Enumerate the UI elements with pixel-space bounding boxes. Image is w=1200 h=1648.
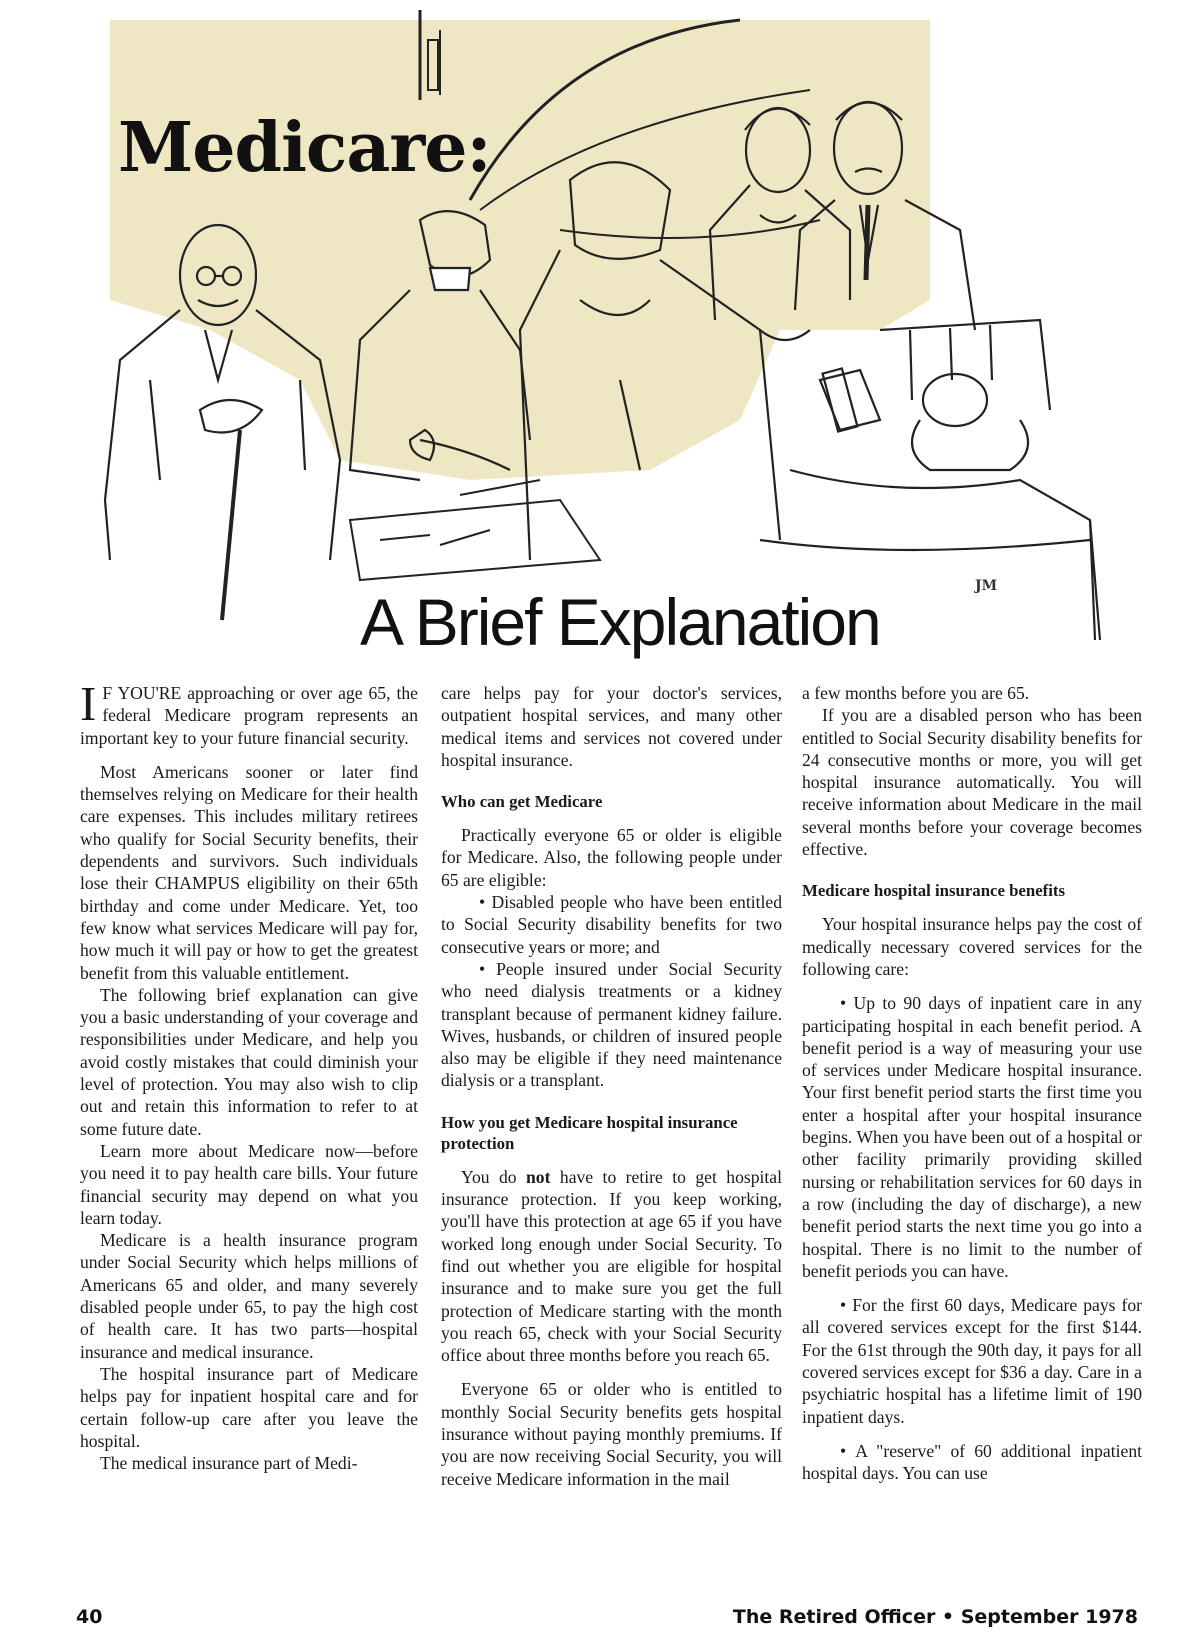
emphasis-text: not [526, 1166, 551, 1187]
illustration-art [0, 0, 1200, 660]
section-heading-how: How you get Medicare hospital insurance protection [441, 1112, 738, 1153]
body-paragraph: The hospital insurance part of Medicare helps pay for inpatient hospital care and for certain follow-up care after you leave the hospital. [80, 1363, 418, 1451]
bullet-item: • People insured under Social Security who need dialysis treatments or a kidney transplant because of permanent kidney failure. Wives, husbands, or children of insured people also may be eligible if they need maintenance dialysis or a transplant. [441, 958, 782, 1092]
body-paragraph [441, 1166, 782, 1367]
hospital-illustration [0, 0, 1200, 660]
body-paragraph: care helps pay for your doctor's services, outpatient hospital services, and many other medical items and services not covered under hospital insurance. [441, 683, 782, 770]
body-paragraph: If you are a disabled person who has been entitled to Social Security disability benefits for 24 consecutive months or more, you will get hospital insurance automatically. You will receive information about Medicare in the mail several months before your coverage becomes effective. [802, 705, 1142, 860]
body-paragraph: Most Americans sooner or later find themselves relying on Medicare for their health care expenses. This includes military retirees who qualify for Social Security benefits, their dependents and survivors. Such individuals lose their CHAMPUS eligibility on their 65th birthday and come under Medicare. Yet, too few know what services Medicare will pay for, how much it will pay or how to get the greatest benefit from this valuable entitlement. [80, 761, 418, 983]
bullet-item: • Disabled people who have been entitled to Social Security disability benefits for two consecutive years or more; and [441, 891, 782, 958]
page-number: 40 [76, 1606, 103, 1628]
intro-paragraph [80, 676, 418, 749]
artist-signature: JM [975, 578, 998, 594]
body-paragraph: Learn more about Medicare now—before you need it to pay health care bills. Your future financial security may depend on what you learn today. [80, 1140, 418, 1228]
section-heading-who: Who can get Medicare [441, 792, 603, 812]
body-paragraph: Your hospital insurance helps pay the cost of medically necessary covered services for the following care: [802, 914, 1142, 979]
article-column-2 [441, 682, 782, 1490]
intro-text: F YOU'RE approaching or over age 65, the federal Medicare program represents an important key to your future financial security. [80, 683, 418, 748]
headline-title: Medicare: [118, 108, 491, 188]
dropcap-letter: I [80, 676, 97, 731]
instrument-tray [350, 480, 600, 580]
running-footer: The Retired Officer • September 1978 [732, 1606, 1138, 1628]
bullet-item: • Up to 90 days of inpatient care in any participating hospital in each benefit period. A benefit period is a way of measuring your use of services under Medicare hospital insurance. Your first benefit period starts the first time you enter a hospital after your hospital insurance begins. When you have been out of a hospital or other facility primarily providing skilled nursing or rehabilitation services for 60 days in a row (including the day of discharge), a new benefit period starts the next time you go into a hospital. There is no limit to the number of benefit periods you can have. [802, 992, 1142, 1282]
patient-figure [820, 368, 1028, 470]
article-column-3 [802, 682, 1142, 1485]
body-paragraph: The medical insurance part of Medi- [100, 1453, 358, 1474]
body-paragraph: The following brief explanation can give you a basic understanding of your coverage and responsibilities under Medicare, and help you avoid costly mistakes that could diminish your level of protection. You may also wish to clip out and retain this information to refer to at some future date. [80, 984, 418, 1139]
article-column-1 [80, 676, 418, 1474]
body-paragraph: Everyone 65 or older who is entitled to monthly Social Security benefits gets hospital insurance without paying monthly premiums. If you are now receiving Social Security, you will receive Medicare information in the mail [441, 1379, 782, 1489]
illustration-wash [110, 20, 930, 480]
text-run: You do [461, 1166, 527, 1187]
body-paragraph: Practically everyone 65 or older is eligible for Medicare. Also, the following people under 65 are eligible: [441, 825, 782, 890]
headline-subtitle: A Brief Explanation [360, 585, 880, 659]
body-paragraph: Medicare is a health insurance program under Social Security which helps millions of Americans 65 and older, and many severely disabled people under 65, to pay the high cost of health care. It has two parts—hospital insurance and medical insurance. [80, 1230, 418, 1362]
section-heading-benefits: Medicare hospital insurance benefits [802, 881, 1066, 901]
body-paragraph: a few months before you are 65. [802, 683, 1030, 703]
bullet-item: • For the first 60 days, Medicare pays for all covered services except for the first $144. For the 61st through the 90th day, it pays for all covered services except for $36 a day. Care in a psychiatric hospital has a lifetime limit of 190 inpatient days. [802, 1294, 1142, 1428]
bullet-item: • A "reserve" of 60 additional inpatient hospital days. You can use [802, 1440, 1142, 1485]
text-run: have to retire to get hospital insurance protection. If you keep working, you'll have this protection at age 65 if you have worked long enough under Social Security. To find out whether you are eligible for hospital insurance and to make sure you get the full protection of Medicare starting with the month you reach 65, check with your Social Security office about three months before you reach 65. [441, 1166, 782, 1366]
